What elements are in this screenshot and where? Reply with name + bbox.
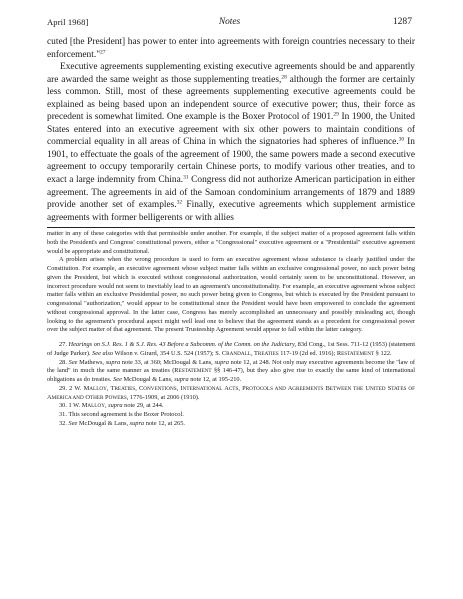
header-date: April 1968] — [47, 17, 89, 27]
footnotes — [47, 230, 415, 429]
footnote-27: 27. Hearings on S.J. Res. 1 & S.J. Res. 43 Before a Subcomm. of the Comm. on the Judiciary, 83d Cong., 1st Sess. 711-12 (1953) (statement of Judge Parker). See also Wilson v. Girard, 354 U.S. 524 (1957); S. CRANDALL, TREATIES 117-19 (2d ed. 1916); RESTATEMENT § 122. — [47, 341, 415, 357]
footnote-divider — [47, 227, 415, 228]
footnote-28: 28. See Mathews, supra note 33, at 360; McDougal & Lans, supra note 12, at 248. Not only may executive agreements become the "law of the land" in much the same manner as treaties (RESTATEMENT §§ 146-47), but they also give rise to exactly the same kind of international obligations as do treaties. See McDougal & Lans, supra note 12, at 195-210. — [47, 358, 415, 384]
footnote-31: 31. This second agreement is the Boxer Protocol. — [59, 411, 184, 419]
main-text — [47, 36, 415, 224]
running-header — [47, 16, 412, 28]
header-title: Notes — [218, 17, 241, 27]
footnote-continuation: A problem arises when the wrong procedure is used to form an executive agreement whose substance is clearly justified under the Constitution. For example, an executive agreement whose subject matter falls within an exclusive congressional power, no such power being given the President, but which is executed without congressional authorization, would certainly seem to be unconstitutional. However, an incorrect procedure would not seem to inevitably lead to an agreement's unconstitutionality. For example, an executive agreement whose subject matter falls within an exclusive Presidential power, no such power being given to Congress, but which is executed by the President pursuant to congressional "authorization," would appear to be constitutional since the President would have been empowered to conclude the agreement without congressional approval. In the latter case, Congress has merely accomplished an unnecessary and possibly misleading act, though looking to the agreement's procedural aspect might well lead one to believe that the agreement stands as a precedent for congressional power over the subject matter of that agreement. The present Trusteeship Agreement would appear to fall within the latter category. — [47, 256, 415, 334]
footnote-continuation: matter in any of these categories with that permissible under another. For example, if the subject matter of a proposed agreement falls within both the President's and Congress' constitutional powers, either a "Congressional" executive agreement or a "Presidential" executive agreement would be appropriate and constitutional. — [47, 230, 415, 255]
paragraph: Executive agreements supplementing existing executive agreements should be and apparently are awarded the same weight as those supplementing treaties,$^{28}$ although the former are certainly less common. Still, most of these agreements supplementing executive agreements could be explained as being based upon an independent source of executive power; thus, their force as precedent is somewhat limited. One example is the Boxer Protocol of 1901.29 In 1900, the United States entered into an executive agreement with six other powers to maintain conditions of commercial equality in all areas of China in which the signatories had spheres of influence.$^{30}$ In 1901, to effectuate the goals of the agreement of 1900, the same powers made a second executive agreement to occupy temporarily certain Chinese ports, to modify various other treaties, and to exact a large indemnity from China.$^{31}$ Congress did not authorize American participation in either agreement. The agreements in aid of the Samoan condominium arrangements of 1879 and 1889 provide another set of examples.$^{32}$ Finally, executive agreements which supplement armistice agreements with former belligerents or with allies — [47, 62, 415, 223]
footnote-29: 29. 2 W. MALLOY, TREATIES, CONVENTIONS, INTERNATIONAL ACTS, PROTOCOLS AND AGREEMENTS BETWEEN THE UNITED STATES OF AMERICA AND OTHER POWERS, 1776-1909, at 2006 (1910). — [47, 384, 415, 401]
footnote-30: 30. 1 W. MALLOY, supra note 29, at 244. — [59, 402, 164, 410]
paragraph: cuted [the President] has power to enter into agreements with foreign countries necessary to their enforcement."$^{27}$ — [47, 37, 415, 60]
article-body — [47, 36, 415, 429]
footnote-32: 32. See McDougal & Lans, supra note 12, at 265. — [59, 419, 185, 427]
page-number: 1287 — [392, 16, 412, 27]
